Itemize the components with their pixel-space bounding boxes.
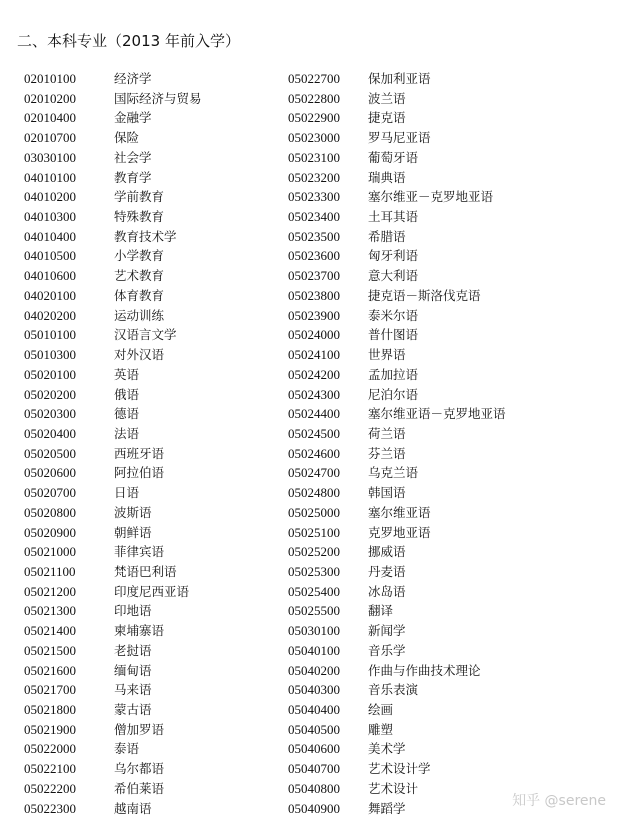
major-code: 05025500: [288, 603, 340, 619]
major-code: 05022000: [24, 741, 76, 757]
major-name: 音乐表演: [368, 682, 419, 698]
major-row: [288, 266, 588, 286]
major-list-left: [24, 69, 324, 818]
major-code: 04020200: [24, 307, 76, 323]
major-row: [288, 325, 588, 345]
major-row: [24, 325, 324, 345]
major-row: [288, 89, 588, 109]
major-code: 05040800: [288, 780, 340, 796]
major-name: 教育学: [114, 169, 152, 185]
major-name: 梵语巴利语: [114, 563, 177, 579]
major-row: [24, 345, 324, 365]
major-row: [288, 601, 588, 621]
major-row: [24, 621, 324, 641]
major-name: 小学教育: [114, 248, 165, 264]
major-row: [24, 562, 324, 582]
major-row: [288, 168, 588, 188]
major-name: 体育教育: [114, 287, 165, 303]
major-row: [24, 404, 324, 424]
major-code: 05024800: [288, 485, 340, 501]
major-row: [24, 227, 324, 247]
major-name: 保加利亚语: [368, 71, 431, 86]
major-name: 意大利语: [368, 268, 419, 284]
major-code: 05025100: [288, 524, 340, 540]
major-code: 05021200: [24, 583, 76, 599]
major-row: [24, 483, 324, 503]
major-name: 丹麦语: [368, 563, 406, 579]
major-code: 02010100: [24, 71, 76, 86]
major-row: [24, 246, 324, 266]
major-code: 05025300: [288, 563, 340, 579]
major-code: 05022300: [24, 800, 76, 816]
major-code: 04010400: [24, 228, 76, 244]
major-name: 冰岛语: [368, 583, 406, 599]
major-row: [24, 444, 324, 464]
major-code: 05024600: [288, 445, 340, 461]
major-list-right: [288, 69, 588, 818]
major-name: 特殊教育: [114, 209, 165, 225]
major-name: 学前教育: [114, 189, 165, 205]
major-row: [288, 385, 588, 405]
major-code: 04010200: [24, 189, 76, 205]
major-code: 05023100: [288, 149, 340, 165]
major-row: [288, 286, 588, 306]
major-name: 乌尔都语: [114, 761, 165, 777]
major-row: [24, 69, 324, 89]
major-row: [24, 601, 324, 621]
major-row: [288, 739, 588, 759]
major-name: 英语: [114, 366, 140, 382]
major-name: 泰语: [114, 741, 140, 757]
major-row: [288, 345, 588, 365]
major-name: 绘画: [368, 702, 394, 717]
major-code: 05023500: [288, 228, 340, 244]
major-name: 经济学: [114, 71, 152, 86]
major-name: 新闻学: [368, 623, 406, 639]
major-row: [288, 582, 588, 602]
major-name: 朝鲜语: [114, 524, 152, 540]
major-row: [288, 108, 588, 128]
major-row: [288, 641, 588, 661]
major-code: 05023400: [288, 209, 340, 225]
major-name: 雕塑: [368, 721, 394, 737]
major-name: 印度尼西亚语: [114, 583, 190, 599]
major-code: 05020200: [24, 386, 76, 402]
major-row: [288, 759, 588, 779]
major-name: 日语: [114, 485, 140, 501]
major-row: [288, 700, 588, 720]
major-code: 05010100: [24, 327, 76, 343]
major-row: [24, 187, 324, 207]
major-name: 普什图语: [368, 327, 419, 343]
major-code: 05040900: [288, 800, 340, 816]
major-name: 美术学: [368, 741, 406, 757]
major-name: 尼泊尔语: [368, 386, 419, 402]
major-code: 05040300: [288, 682, 340, 698]
major-name: 翻译: [368, 603, 394, 619]
major-code: 05022100: [24, 761, 76, 777]
major-name: 菲律宾语: [114, 544, 165, 560]
major-name: 克罗地亚语: [368, 524, 431, 540]
major-code: 05020100: [24, 366, 76, 382]
major-code: 05025400: [288, 583, 340, 599]
major-row: [24, 207, 324, 227]
major-row: [24, 523, 324, 543]
major-code: 05020600: [24, 465, 76, 481]
major-code: 05030100: [288, 623, 340, 639]
major-row: [24, 582, 324, 602]
major-name: 汉语言文学: [114, 327, 177, 343]
major-row: [288, 542, 588, 562]
major-row: [288, 207, 588, 227]
major-code: 05025000: [288, 504, 340, 520]
major-code: 05040600: [288, 741, 340, 757]
major-name: 塞尔维亚语－克罗地亚语: [368, 406, 506, 422]
major-name: 波兰语: [368, 90, 406, 106]
major-code: 05025200: [288, 544, 340, 560]
section-heading: 二、本科专业（2013 年前入学）: [17, 32, 240, 50]
major-code: 05021100: [24, 563, 76, 579]
major-code: 04010300: [24, 209, 76, 225]
major-name: 塞尔维亚－克罗地亚语: [368, 189, 494, 205]
major-code: 05021400: [24, 623, 76, 639]
major-code: 05023600: [288, 248, 340, 264]
major-name: 塞尔维亚语: [368, 504, 431, 520]
major-name: 艺术教育: [114, 268, 165, 284]
major-code: 05022900: [288, 110, 340, 126]
major-row: [24, 503, 324, 523]
major-code: 04010100: [24, 169, 76, 185]
major-code: 05020800: [24, 504, 76, 520]
major-name: 德语: [114, 406, 140, 422]
major-name: 缅甸语: [114, 662, 152, 678]
major-name: 金融学: [114, 110, 152, 126]
major-row: [288, 523, 588, 543]
major-row: [24, 700, 324, 720]
major-code: 05022800: [288, 90, 340, 106]
major-name: 印地语: [114, 603, 152, 619]
major-code: 05023000: [288, 130, 340, 146]
major-row: [288, 463, 588, 483]
major-name: 捷克语: [368, 110, 406, 126]
major-row: [24, 128, 324, 148]
major-row: [24, 424, 324, 444]
major-name: 波斯语: [114, 504, 152, 520]
major-name: 教育技术学: [114, 228, 177, 244]
major-row: [288, 187, 588, 207]
major-name: 作曲与作曲技术理论: [368, 662, 481, 678]
major-name: 法语: [114, 425, 140, 441]
major-code: 05010300: [24, 347, 76, 363]
major-code: 05040100: [288, 642, 340, 658]
major-code: 05024100: [288, 347, 340, 363]
major-name: 芬兰语: [368, 445, 406, 461]
major-name: 僧加罗语: [114, 721, 165, 737]
major-row: [24, 661, 324, 681]
major-row: [288, 128, 588, 148]
major-row: [24, 286, 324, 306]
major-name: 运动训练: [114, 307, 165, 323]
major-code: 05021800: [24, 702, 76, 717]
major-code: 05021300: [24, 603, 76, 619]
major-code: 05021600: [24, 662, 76, 678]
major-row: [24, 680, 324, 700]
major-row: [288, 404, 588, 424]
major-row: [288, 621, 588, 641]
major-code: 04010500: [24, 248, 76, 264]
major-name: 匈牙利语: [368, 248, 419, 264]
major-code: 02010700: [24, 130, 76, 146]
major-row: [288, 365, 588, 385]
major-name: 社会学: [114, 149, 152, 165]
major-code: 05024300: [288, 386, 340, 402]
major-row: [288, 562, 588, 582]
major-name: 越南语: [114, 800, 152, 816]
major-row: [24, 168, 324, 188]
major-code: 02010200: [24, 90, 76, 106]
major-row: [24, 365, 324, 385]
major-code: 05020300: [24, 406, 76, 422]
major-name: 土耳其语: [368, 209, 419, 225]
major-row: [288, 661, 588, 681]
major-code: 05023200: [288, 169, 340, 185]
major-code: 05023300: [288, 189, 340, 205]
major-name: 西班牙语: [114, 445, 165, 461]
major-code: 05023700: [288, 268, 340, 284]
major-name: 瑞典语: [368, 169, 406, 185]
major-code: 05024500: [288, 425, 340, 441]
major-name: 泰米尔语: [368, 307, 419, 323]
major-row: [288, 227, 588, 247]
major-name: 挪威语: [368, 544, 406, 560]
major-row: [24, 739, 324, 759]
major-code: 05022700: [288, 71, 340, 86]
major-row: [288, 483, 588, 503]
major-row: [24, 463, 324, 483]
major-row: [24, 720, 324, 740]
major-row: [24, 148, 324, 168]
major-code: 05040500: [288, 721, 340, 737]
major-row: [288, 444, 588, 464]
major-name: 音乐学: [368, 642, 406, 658]
major-row: [288, 503, 588, 523]
major-name: 保险: [114, 130, 140, 146]
major-row: [288, 69, 588, 89]
major-name: 艺术设计: [368, 780, 419, 796]
major-name: 乌克兰语: [368, 465, 419, 481]
major-code: 05021700: [24, 682, 76, 698]
major-name: 对外汉语: [114, 347, 165, 363]
major-name: 俄语: [114, 386, 140, 402]
major-row: [288, 424, 588, 444]
watermark: 知乎 @serene: [512, 793, 606, 809]
major-code: 05024400: [288, 406, 340, 422]
major-code: 04020100: [24, 287, 76, 303]
major-code: 03030100: [24, 149, 76, 165]
major-row: [24, 108, 324, 128]
major-row: [24, 306, 324, 326]
major-code: 04010600: [24, 268, 76, 284]
major-name: 老挝语: [114, 642, 152, 658]
major-code: 05040700: [288, 761, 340, 777]
major-row: [24, 779, 324, 799]
major-name: 韩国语: [368, 485, 406, 501]
major-code: 05021900: [24, 721, 76, 737]
major-row: [24, 641, 324, 661]
major-name: 葡萄牙语: [368, 149, 419, 165]
major-row: [24, 266, 324, 286]
major-row: [288, 720, 588, 740]
major-code: 05022200: [24, 780, 76, 796]
major-code: 05021500: [24, 642, 76, 658]
major-row: [24, 385, 324, 405]
major-name: 马来语: [114, 682, 152, 698]
major-name: 蒙古语: [114, 702, 152, 717]
major-code: 05024000: [288, 327, 340, 343]
major-name: 捷克语－斯洛伐克语: [368, 287, 481, 303]
major-code: 05020700: [24, 485, 76, 501]
major-name: 艺术设计学: [368, 761, 431, 777]
major-code: 05024700: [288, 465, 340, 481]
major-name: 希腊语: [368, 228, 406, 244]
major-name: 阿拉伯语: [114, 465, 165, 481]
major-row: [288, 148, 588, 168]
major-code: 05020400: [24, 425, 76, 441]
major-name: 世界语: [368, 347, 406, 363]
major-code: 02010400: [24, 110, 76, 126]
major-code: 05024200: [288, 366, 340, 382]
major-row: [288, 246, 588, 266]
major-code: 05023900: [288, 307, 340, 323]
major-name: 柬埔寨语: [114, 623, 165, 639]
major-name: 荷兰语: [368, 425, 406, 441]
major-name: 希伯莱语: [114, 780, 165, 796]
major-name: 孟加拉语: [368, 366, 419, 382]
major-name: 舞蹈学: [368, 800, 406, 816]
major-row: [24, 799, 324, 819]
major-name: 罗马尼亚语: [368, 130, 431, 146]
major-code: 05021000: [24, 544, 76, 560]
major-code: 05040400: [288, 702, 340, 717]
major-row: [24, 759, 324, 779]
major-code: 05040200: [288, 662, 340, 678]
major-row: [288, 306, 588, 326]
major-code: 05020900: [24, 524, 76, 540]
major-row: [288, 680, 588, 700]
major-code: 05023800: [288, 287, 340, 303]
major-row: [24, 542, 324, 562]
major-code: 05020500: [24, 445, 76, 461]
major-row: [24, 89, 324, 109]
major-name: 国际经济与贸易: [114, 90, 202, 106]
